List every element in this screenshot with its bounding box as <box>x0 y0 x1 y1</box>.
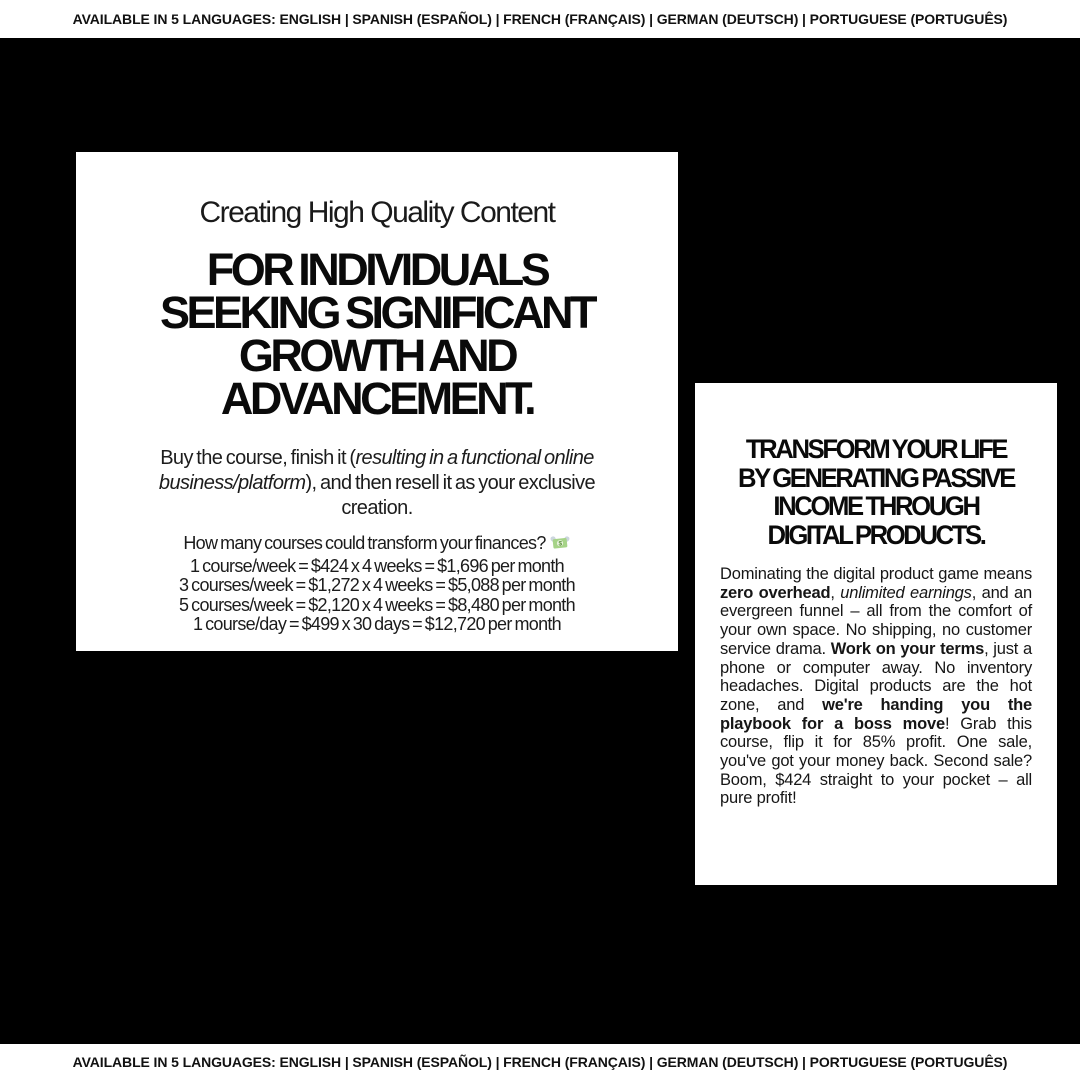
svg-text:$: $ <box>558 540 562 548</box>
bottom-language-banner <box>0 1044 1080 1080</box>
bottom-language-banner-text: AVAILABLE IN 5 LANGUAGES: ENGLISH | SPANISH (ESPAÑOL) | FRENCH (FRANÇAIS) | GERMAN (DEUTSCH) | PORTUGUESE (PORTUGUÊS) <box>72 1054 1008 1070</box>
passive-income-paragraph: Dominating the digital product game means zero overhead, unlimited earnings, and an evergreen funnel – all from the comfort of your own space. No shipping, no customer service drama. Work on your terms, just a phone or computer away. No inventory headaches. Digital products are the hot zone, and we're handing you the playbook for a boss move! Grab this course, flip it for 85% profit. One sale, you've got your money back. Second sale? Boom, $424 straight to your pocket – all pure profit! <box>720 565 1032 808</box>
money-with-wings-icon <box>549 534 571 557</box>
finances-lines: 1 course/week = $424 x 4 weeks = $1,696 per month 3 courses/week = $1,272 x 4 weeks = $5,088 per month 5 courses/week = $2,120 x 4 weeks = $8,480 per month 1 course/day = $499 x 30 days = $12,720 per month <box>179 555 575 634</box>
passive-income-headline: TRANSFORM YOUR LIFE BY GENERATING PASSIVE INCOME THROUGH DIGITAL PRODUCTS. <box>737 434 1015 550</box>
passive-income-card <box>695 383 1057 885</box>
course-offer-card <box>76 152 678 651</box>
finances-heading <box>76 534 678 557</box>
finances-block <box>76 534 678 635</box>
finances-heading-text: How many courses could transform your finances? <box>183 533 546 553</box>
top-language-banner-text: AVAILABLE IN 5 LANGUAGES: ENGLISH | SPANISH (ESPAÑOL) | FRENCH (FRANÇAIS) | GERMAN (DEUTSCH) | PORTUGUESE (PORTUGUÊS) <box>72 11 1008 27</box>
main-headline: FOR INDIVIDUALS SEEKING SIGNIFICANT GROWTH AND ADVANCEMENT. <box>159 244 595 424</box>
top-language-banner <box>0 0 1080 38</box>
eyebrow-title: Creating High Quality Content <box>199 196 555 229</box>
course-body-text: Buy the course, finish it (resulting in a functional online business/platform), and then resell it as your exclusive creation. <box>158 447 596 519</box>
